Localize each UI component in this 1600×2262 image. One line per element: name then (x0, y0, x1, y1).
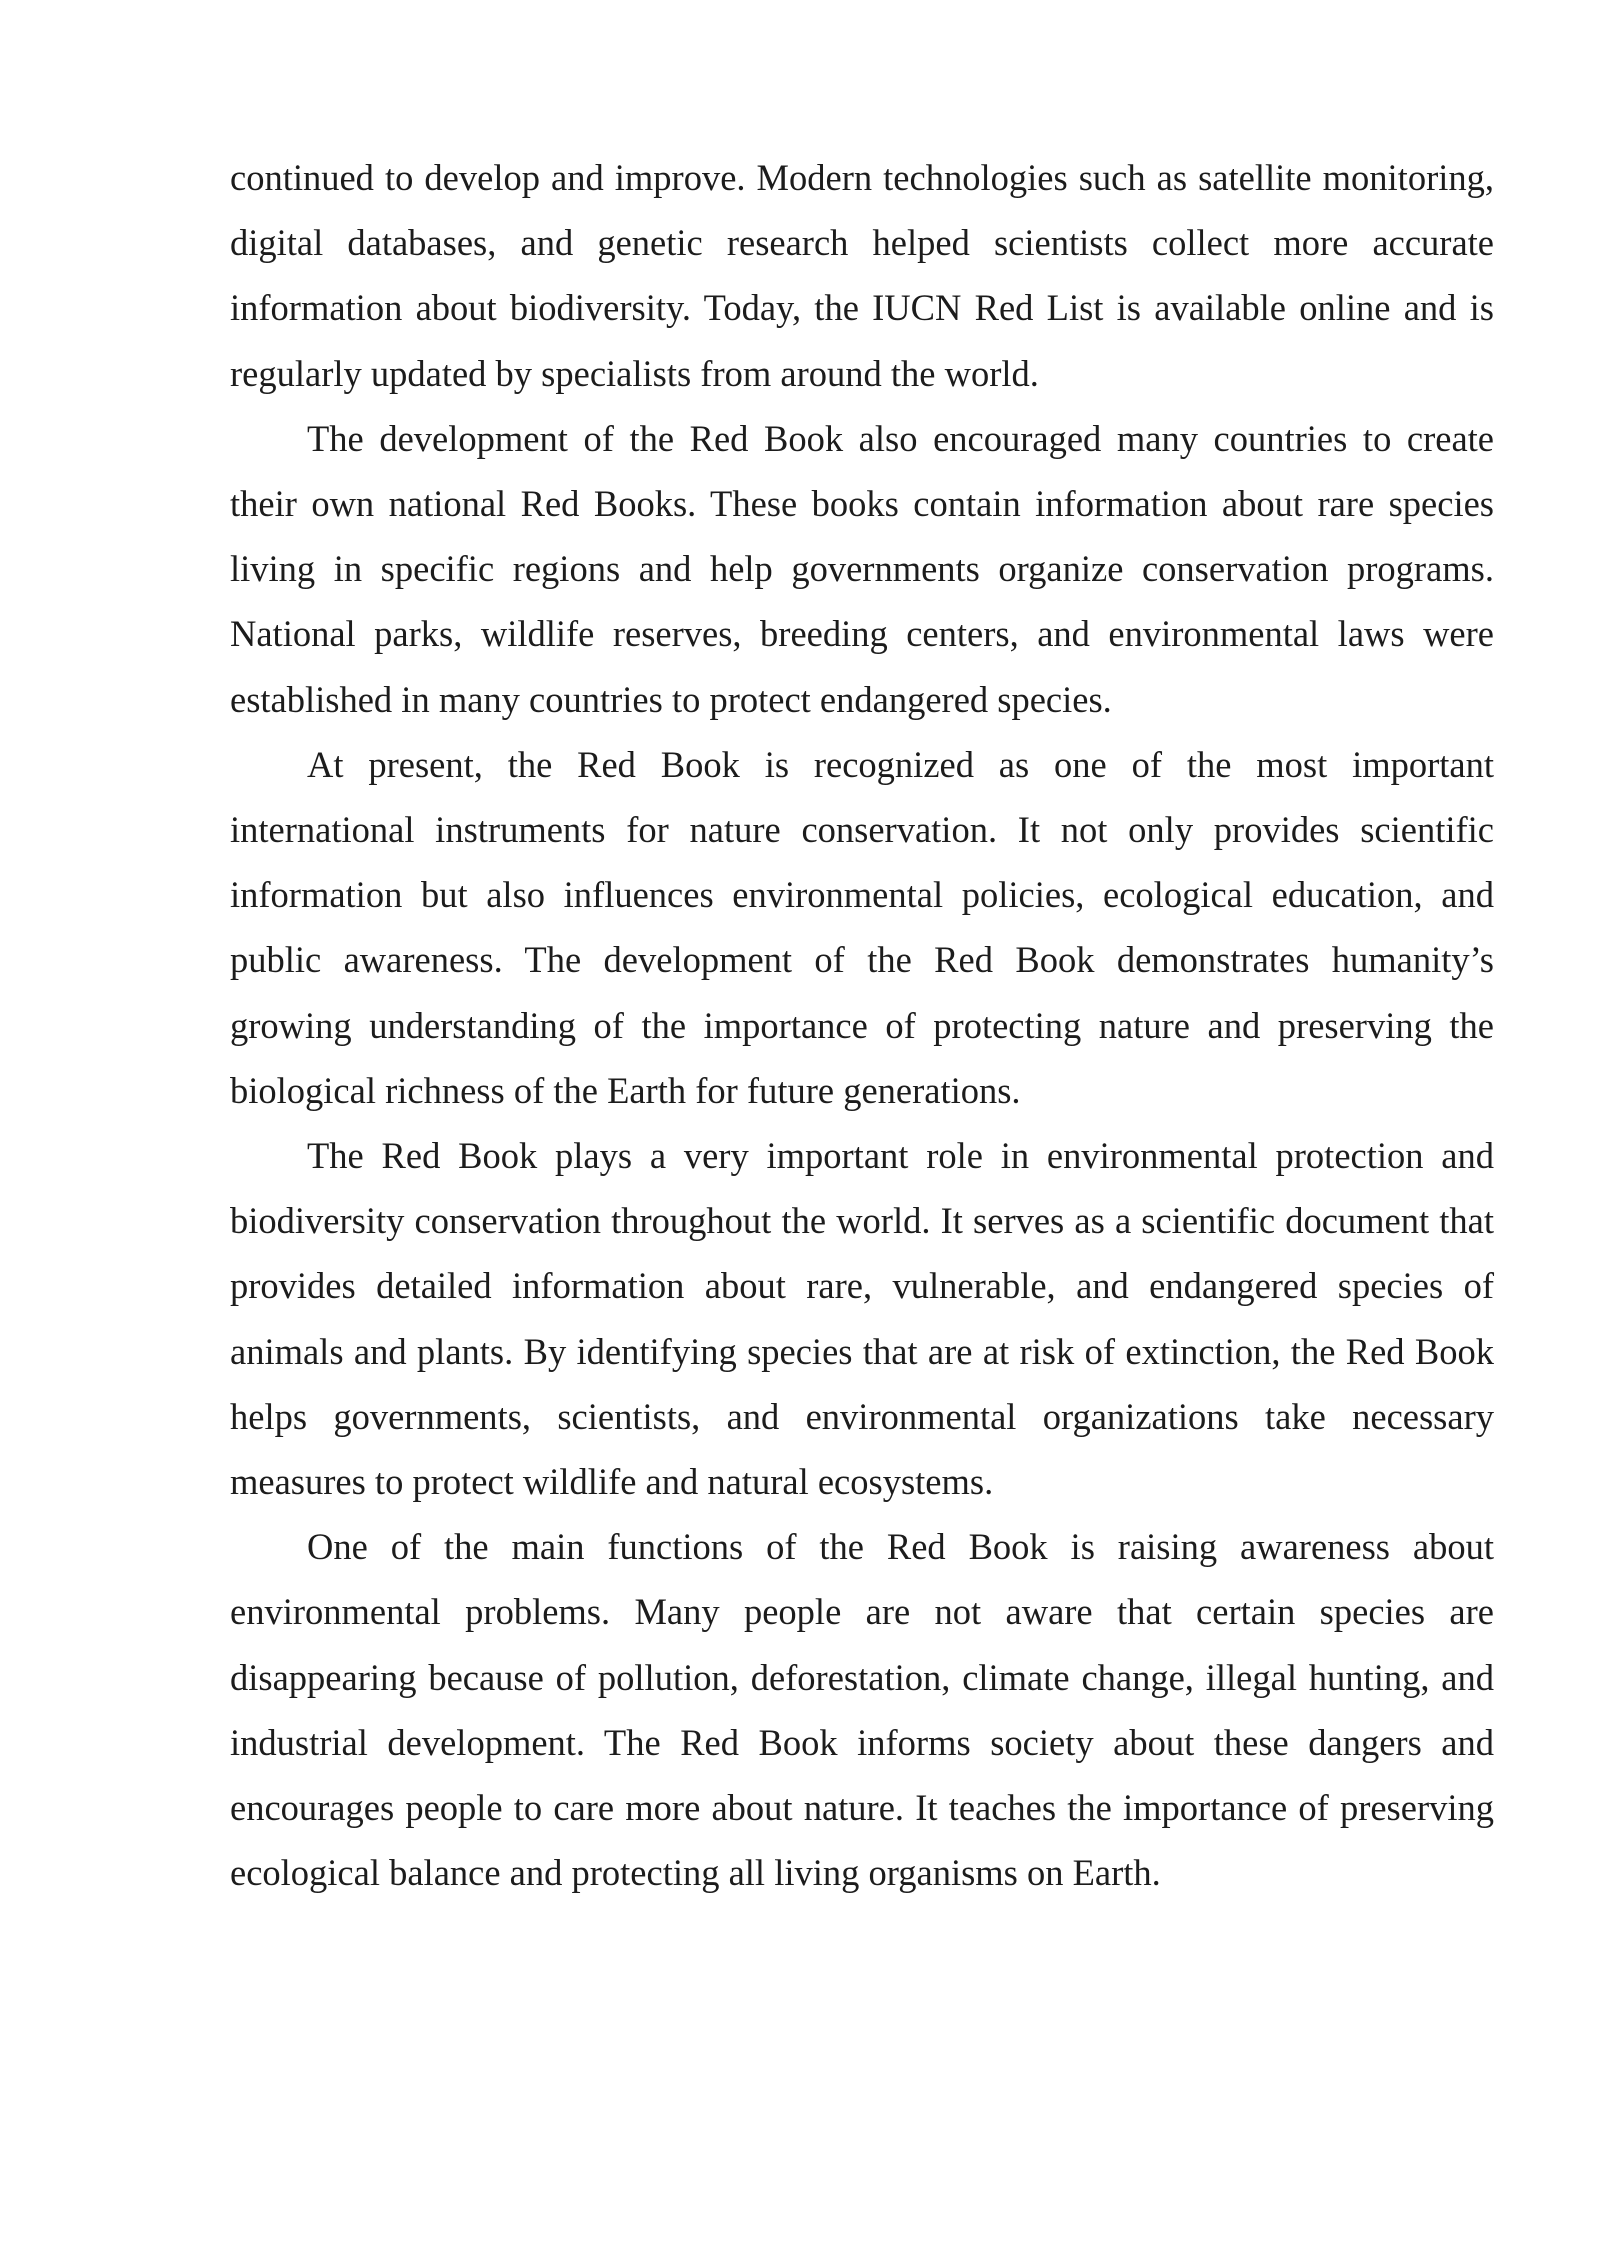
paragraph-4: The Red Book plays a very important role in environmental protection and biodiversity conservation throughout the world. It serves as a scientific document that provides detailed information about rare, vulnerable, and endangered species of animals and plants. By identifying species that are at risk of extinction, the Red Book helps governments, scientists, and environmental organizations take necessary measures to protect wildlife and natural ecosystems. (230, 1135, 1494, 1503)
body-text (230, 145, 1494, 1905)
paragraph-2: The development of the Red Book also encouraged many countries to create their own national Red Books. These books contain information about rare species living in specific regions and help governments organize conservation programs. National parks, wildlife reserves, breeding centers, and environmental laws were established in many countries to protect endangered species. (230, 417, 1494, 720)
paragraph-3: At present, the Red Book is recognized as one of the most important international instruments for nature conservation. It not only provides scientific information but also influences environmental policies, ecological education, and public awareness. The development of the Red Book demonstrates humanity’s growing understanding of the importance of protecting nature and preserving the biological richness of the Earth for future generations. (230, 743, 1494, 1111)
paragraph-5: One of the main functions of the Red Book is raising awareness about environmental problems. Many people are not aware that certain species are disappearing because of pollution, deforestation, climate change, illegal hunting, and industrial development. The Red Book informs society about these dangers and encourages people to care more about nature. It teaches the importance of preserving ecological balance and protecting all living organisms on Earth. (230, 1526, 1494, 1894)
paragraph-1: continued to develop and improve. Modern technologies such as satellite monitoring, digital databases, and genetic research helped scientists collect more accurate information about biodiversity. Today, the IUCN Red List is available online and is regularly updated by specialists from around the world. (230, 157, 1494, 394)
